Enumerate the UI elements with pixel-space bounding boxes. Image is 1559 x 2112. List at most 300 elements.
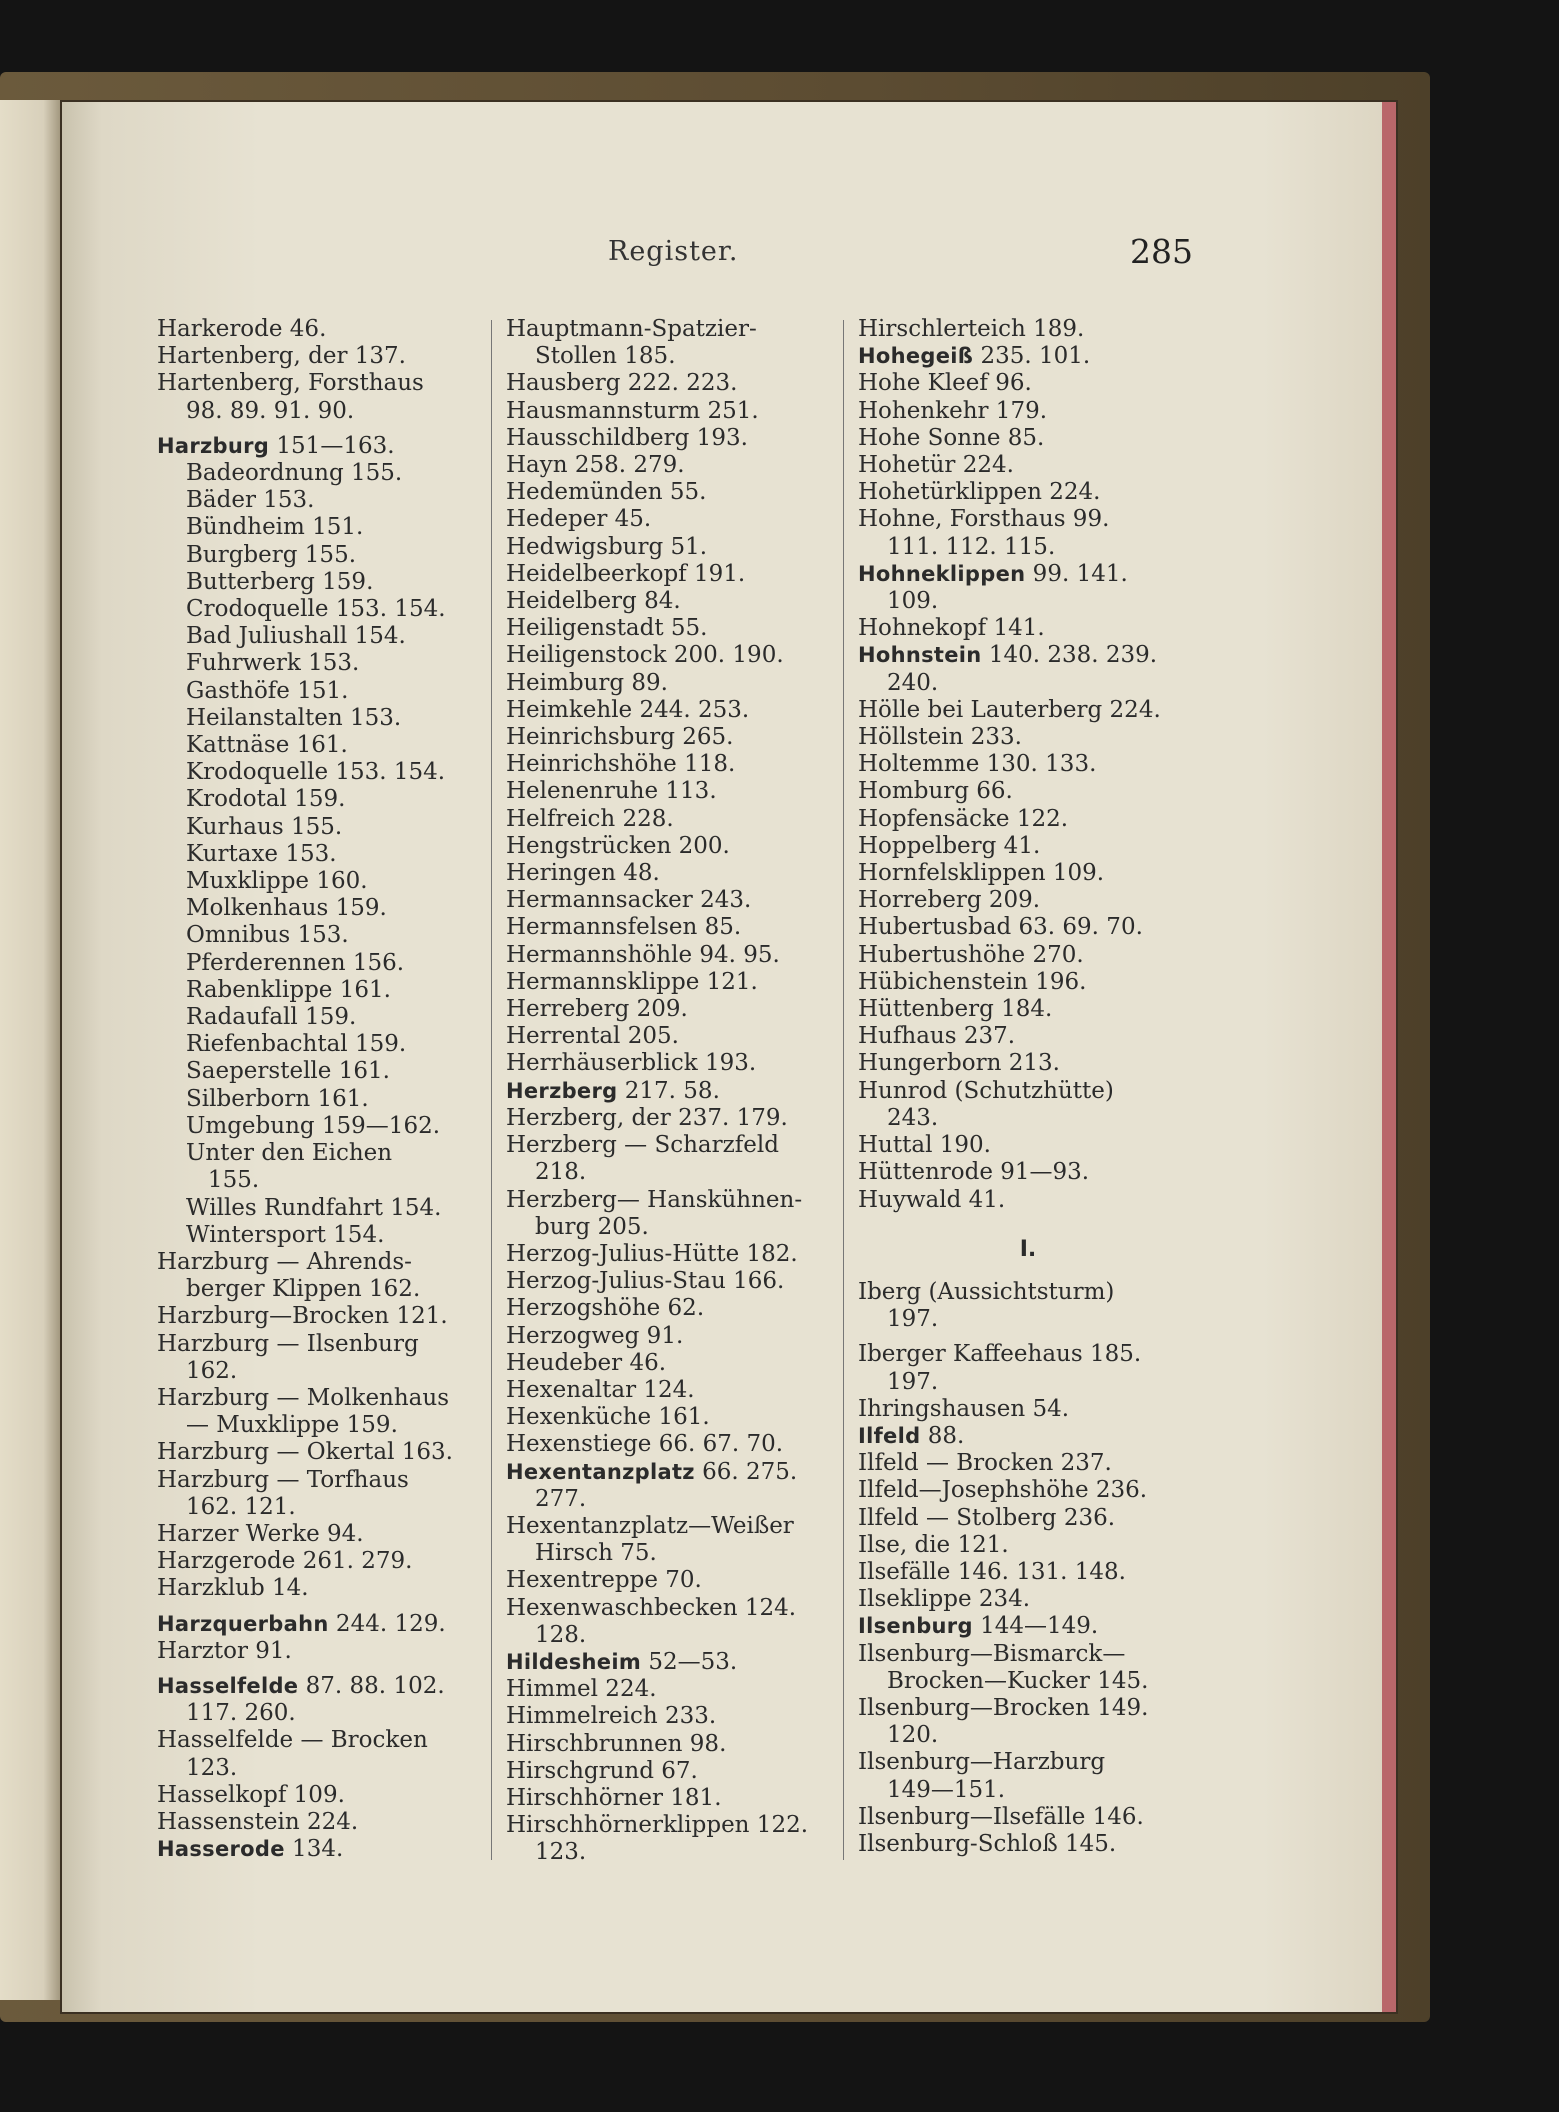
index-entry <box>858 1078 1198 1105</box>
index-entry <box>858 942 1198 969</box>
index-entry <box>506 778 831 805</box>
entry-text: Herzberg, der 237. 179. <box>506 1104 788 1131</box>
index-entry <box>506 1622 831 1649</box>
entry-text: Hermannshöhle 94. 95. <box>506 941 780 968</box>
entry-text: Rabenklippe 161. <box>186 976 391 1003</box>
index-entry <box>157 759 487 786</box>
entry-text: Heimburg 89. <box>506 669 668 696</box>
entry-text: Umgebung 159—162. <box>186 1112 441 1139</box>
index-entry <box>858 833 1198 860</box>
entry-text: Badeordnung 155. <box>186 460 403 487</box>
entry-text: Stollen 185. <box>535 343 676 370</box>
index-entry <box>157 1412 487 1439</box>
index-entry <box>506 914 831 941</box>
entry-text: 197. <box>887 1306 939 1333</box>
entry-text: Hohe Sonne 85. <box>858 424 1045 451</box>
index-entry <box>157 1548 487 1575</box>
index-entry <box>858 1695 1198 1722</box>
entry-text: Hübichenstein 196. <box>858 968 1087 995</box>
entry-text: 66. 275. <box>694 1458 798 1485</box>
entry-text: Heilanstalten 153. <box>186 704 402 731</box>
index-entry <box>858 398 1198 425</box>
index-entry <box>506 316 831 343</box>
index-entry <box>157 1140 487 1167</box>
index-entry <box>506 1839 831 1866</box>
entry-text: 134. <box>284 1836 344 1863</box>
index-entry <box>858 1831 1198 1858</box>
entry-keyword: Hohegeiß <box>858 344 974 369</box>
index-entry <box>506 1459 831 1486</box>
entry-text: Pferderennen 156. <box>186 949 405 976</box>
entry-text: Hengstrücken 200. <box>506 832 730 859</box>
entry-text: Harzburg — Ilsenburg <box>157 1330 419 1357</box>
index-entry <box>858 1187 1198 1214</box>
index-entry <box>858 1722 1198 1749</box>
section-letter-heading: I. <box>1019 1236 1037 1262</box>
index-entry <box>506 1241 831 1268</box>
entry-keyword: Hasserode <box>157 1837 285 1862</box>
entry-text: Hexentanzplatz—Weißer <box>506 1512 794 1539</box>
index-entry <box>506 1731 831 1758</box>
entry-text: Herrhäuserblick 193. <box>506 1050 757 1077</box>
entry-text: Ilsenburg-Schloß 145. <box>858 1830 1117 1857</box>
entry-text: 87. 88. 102. <box>298 1672 445 1699</box>
entry-text: Harztor 91. <box>157 1637 292 1664</box>
index-entry <box>506 425 831 452</box>
entry-text: Hirschhörnerklippen 122. <box>506 1812 809 1839</box>
entry-text: 217. 58. <box>617 1077 720 1104</box>
entry-text: Heimkehle 244. 253. <box>506 696 750 723</box>
entry-text: Harzburg — Okertal 163. <box>157 1439 453 1466</box>
entry-text: Iberg (Aussichtsturm) <box>858 1278 1115 1305</box>
entry-text: Ilsefälle 146. 131. 148. <box>858 1558 1126 1585</box>
entry-text: Huywald 41. <box>858 1186 1006 1213</box>
index-entry <box>506 942 831 969</box>
index-entry <box>506 1159 831 1186</box>
index-entry <box>157 596 487 623</box>
entry-text: Heiligenstadt 55. <box>506 615 708 642</box>
entry-text: Ilfeld — Brocken 237. <box>858 1450 1112 1477</box>
entry-text: Helfreich 228. <box>506 805 674 832</box>
index-entry <box>858 588 1198 615</box>
entry-text: Hirschlerteich 189. <box>858 316 1085 342</box>
index-entry <box>157 732 487 759</box>
index-entry <box>157 542 487 569</box>
entry-text: Hirschhörner 181. <box>506 1784 722 1811</box>
index-entry <box>157 1385 487 1412</box>
entry-text: Heidelberg 84. <box>506 588 681 615</box>
entry-text: 109. <box>887 588 939 615</box>
entry-text: Riefenbachtal 159. <box>186 1031 407 1058</box>
index-column-1 <box>157 316 487 1863</box>
entry-keyword: Harzburg <box>157 433 270 458</box>
index-entry <box>858 1159 1198 1186</box>
entry-text: Krodotal 159. <box>186 786 346 813</box>
entry-text: Hermannsklippe 121. <box>506 968 758 995</box>
index-entry <box>157 343 487 370</box>
entry-text: Hayn 258. 279. <box>506 452 685 479</box>
index-entry <box>858 1477 1198 1504</box>
index-entry <box>858 316 1198 343</box>
entry-text: Homburg 66. <box>858 778 1013 805</box>
index-entry <box>858 670 1198 697</box>
column-divider <box>843 320 844 1860</box>
entry-text: 120. <box>887 1722 939 1749</box>
entry-text: Hirschgrund 67. <box>506 1757 698 1784</box>
index-entry <box>157 316 487 343</box>
index-entry <box>157 487 487 514</box>
entry-keyword: Hohneklippen <box>858 561 1026 586</box>
index-entry <box>157 868 487 895</box>
entry-text: Hausmannsturm 251. <box>506 397 759 424</box>
entry-text: Ilseklippe 234. <box>858 1586 1031 1613</box>
entry-text: 144—149. <box>972 1613 1099 1640</box>
index-entry <box>858 452 1198 479</box>
entry-text: 155. <box>186 1167 260 1194</box>
entry-keyword: Hildesheim <box>506 1649 642 1674</box>
entry-text: Hirsch 75. <box>535 1540 657 1567</box>
index-entry <box>858 914 1198 941</box>
index-entry <box>858 751 1198 778</box>
entry-text: Hexenküche 161. <box>506 1404 710 1431</box>
index-entry <box>858 1306 1198 1333</box>
entry-keyword: Ilsenburg <box>858 1614 973 1639</box>
entry-text: Hüttenrode 91—93. <box>858 1159 1090 1186</box>
index-entry <box>157 569 487 596</box>
entry-text: Hexenaltar 124. <box>506 1376 695 1403</box>
index-entry <box>858 806 1198 833</box>
entry-text: Hedemünden 55. <box>506 479 707 506</box>
index-entry <box>858 1023 1198 1050</box>
entry-text: 235. 101. <box>973 343 1091 370</box>
entry-text: Holtemme 130. 133. <box>858 751 1097 778</box>
index-entry <box>157 705 487 732</box>
index-entry <box>157 1167 487 1194</box>
entry-text: Herrental 205. <box>506 1023 679 1050</box>
entry-text: Hassenstein 224. <box>157 1808 359 1835</box>
index-entry <box>858 1450 1198 1477</box>
index-entry <box>157 1439 487 1466</box>
entry-text: Hohne, Forsthaus 99. <box>858 506 1110 533</box>
index-entry <box>506 615 831 642</box>
index-column-3 <box>858 316 1198 1858</box>
index-entry <box>858 1132 1198 1159</box>
entry-text: 277. <box>535 1485 587 1512</box>
entry-keyword: Hohnstein <box>858 643 982 668</box>
entry-text: Hausschildberg 193. <box>506 424 748 451</box>
index-entry <box>157 370 487 397</box>
index-entry <box>157 1638 487 1665</box>
entry-text: Ilsenburg—Harzburg <box>858 1749 1106 1776</box>
entry-text: Ilsenburg—Bismarck— <box>858 1640 1126 1667</box>
index-entry <box>506 1350 831 1377</box>
entry-text: Himmel 224. <box>506 1676 657 1703</box>
index-entry <box>157 1058 487 1085</box>
entry-text: burg 205. <box>535 1213 649 1240</box>
index-entry <box>858 1641 1198 1668</box>
page-title: Register. <box>608 236 739 267</box>
index-entry <box>858 343 1198 370</box>
entry-text: Radaufall 159. <box>186 1004 357 1031</box>
index-entry <box>157 1195 487 1222</box>
index-entry <box>858 561 1198 588</box>
index-entry <box>157 1575 487 1602</box>
entry-text: Ilfeld—Josephshöhe 236. <box>858 1477 1148 1504</box>
index-entry <box>506 697 831 724</box>
index-entry <box>157 922 487 949</box>
entry-text: Ilsenburg—Brocken 149. <box>858 1694 1149 1721</box>
entry-text: berger Klippen 162. <box>186 1276 421 1303</box>
index-entry <box>506 1078 831 1105</box>
index-entry <box>506 343 831 370</box>
index-entry <box>858 370 1198 397</box>
entry-text: Hexenstiege 66. 67. 70. <box>506 1431 784 1458</box>
entry-text: 99. 141. <box>1025 560 1128 587</box>
entry-text: Hohetürklippen 224. <box>858 479 1101 506</box>
index-entry <box>858 1505 1198 1532</box>
index-entry <box>858 724 1198 751</box>
entry-text: Bündheim 151. <box>186 514 364 541</box>
entry-text: Fuhrwerk 153. <box>186 650 360 677</box>
index-entry <box>157 1611 487 1638</box>
index-entry <box>506 534 831 561</box>
entry-text: Herzog-Julius-Hütte 182. <box>506 1240 798 1267</box>
index-entry <box>157 841 487 868</box>
entry-text: Kattnäse 161. <box>186 732 348 759</box>
index-entry <box>157 1086 487 1113</box>
entry-text: 240. <box>887 669 939 696</box>
index-entry <box>858 1777 1198 1804</box>
entry-text: Heinrichshöhe 118. <box>506 751 736 778</box>
entry-text: 151—163. <box>269 432 395 459</box>
index-entry <box>858 642 1198 669</box>
index-entry <box>858 697 1198 724</box>
entry-text: Heringen 48. <box>506 860 660 887</box>
index-entry <box>506 1703 831 1730</box>
index-entry <box>858 1050 1198 1077</box>
entry-text: Hexenwaschbecken 124. <box>506 1594 797 1621</box>
entry-text: Hufhaus 237. <box>858 1023 1016 1050</box>
index-entry <box>858 1586 1198 1613</box>
entry-text: 123. <box>535 1839 587 1866</box>
entry-text: Willes Rundfahrt 154. <box>186 1194 442 1221</box>
entry-text: Harzer Werke 94. <box>157 1520 364 1547</box>
entry-text: Hauptmann-Spatzier- <box>506 316 757 342</box>
entry-text: Bäder 153. <box>186 487 315 514</box>
entry-text: 244. 129. <box>328 1610 446 1637</box>
index-entry <box>157 1004 487 1031</box>
entry-text: Unter den Eichen <box>186 1140 393 1167</box>
index-entry <box>506 1785 831 1812</box>
entry-text: Horreberg 209. <box>858 887 1041 914</box>
index-entry <box>157 460 487 487</box>
index-entry <box>506 452 831 479</box>
entry-keyword: Herzberg <box>506 1078 618 1103</box>
entry-text: 218. <box>535 1159 587 1186</box>
entry-text: Hohnekopf 141. <box>858 615 1045 642</box>
index-entry <box>157 433 487 460</box>
entry-keyword: Ilfeld <box>858 1423 921 1448</box>
entry-keyword: Hexentanzplatz <box>506 1459 695 1484</box>
index-entry <box>506 1377 831 1404</box>
entry-text: Ilse, die 121. <box>858 1531 1009 1558</box>
entry-text: Hexentreppe 70. <box>506 1567 702 1594</box>
index-entry <box>506 398 831 425</box>
index-entry <box>858 969 1198 996</box>
index-entry <box>157 950 487 977</box>
index-entry <box>157 1222 487 1249</box>
entry-text: Silberborn 161. <box>186 1085 369 1112</box>
entry-text: Hartenberg, der 137. <box>157 343 406 370</box>
entry-text: 52—53. <box>641 1648 738 1675</box>
entry-keyword: Harzquerbahn <box>157 1611 329 1636</box>
index-entry <box>506 1812 831 1839</box>
entry-text: Hedeper 45. <box>506 506 652 533</box>
index-entry <box>506 887 831 914</box>
index-entry <box>858 996 1198 1023</box>
index-entry <box>858 860 1198 887</box>
entry-text: Hohe Kleef 96. <box>858 370 1032 397</box>
index-entry <box>157 1358 487 1385</box>
entry-text: 88. <box>920 1422 965 1449</box>
index-entry <box>506 506 831 533</box>
entry-text: Kurhaus 155. <box>186 813 343 840</box>
index-entry <box>157 1727 487 1754</box>
index-entry <box>506 1295 831 1322</box>
index-entry <box>858 1804 1198 1831</box>
index-entry <box>858 1559 1198 1586</box>
entry-text: Harzgerode 261. 279. <box>157 1548 413 1575</box>
index-entry <box>858 1532 1198 1559</box>
entry-text: 149—151. <box>887 1776 1006 1803</box>
index-entry <box>157 514 487 541</box>
entry-text: Harzburg — Molkenhaus <box>157 1384 450 1411</box>
index-entry <box>157 1031 487 1058</box>
index-entry <box>858 1105 1198 1132</box>
index-entry <box>506 1513 831 1540</box>
index-entry <box>506 1268 831 1295</box>
entry-text: Hölle bei Lauterberg 224. <box>858 696 1161 723</box>
index-entry <box>858 1279 1198 1306</box>
entry-text: Herzberg — Scharzfeld <box>506 1132 779 1159</box>
index-entry <box>506 1567 831 1594</box>
index-entry <box>506 806 831 833</box>
index-entry <box>157 1809 487 1836</box>
entry-text: Molkenhaus 159. <box>186 895 387 922</box>
index-entry <box>157 678 487 705</box>
entry-text: 197. <box>887 1368 939 1395</box>
entry-text: Krodoquelle 153. 154. <box>186 759 446 786</box>
index-entry <box>506 833 831 860</box>
index-entry <box>157 1494 487 1521</box>
entry-text: Hubertusbad 63. 69. 70. <box>858 914 1143 941</box>
index-entry <box>506 969 831 996</box>
entry-text: Himmelreich 233. <box>506 1703 717 1730</box>
entry-text: Crodoquelle 153. 154. <box>186 596 446 623</box>
entry-text: Höllstein 233. <box>858 724 1022 751</box>
entry-text: Hunrod (Schutzhütte) <box>858 1077 1114 1104</box>
index-entry <box>506 1187 831 1214</box>
index-entry <box>157 1521 487 1548</box>
index-entry <box>506 1431 831 1458</box>
index-entry <box>858 506 1198 533</box>
index-entry <box>157 398 487 425</box>
entry-text: Wintersport 154. <box>186 1221 385 1248</box>
index-entry <box>858 534 1198 561</box>
entry-text: Heudeber 46. <box>506 1349 667 1376</box>
index-entry <box>506 370 831 397</box>
entry-text: Huttal 190. <box>858 1132 991 1159</box>
index-entry <box>506 479 831 506</box>
entry-text: 123. <box>186 1754 238 1781</box>
index-entry <box>157 895 487 922</box>
entry-text: Herzog-Julius-Stau 166. <box>506 1268 785 1295</box>
entry-text: 162. <box>186 1357 238 1384</box>
facing-page-edge <box>0 100 62 2000</box>
index-entry <box>506 1595 831 1622</box>
index-entry <box>858 1396 1198 1423</box>
index-entry <box>858 1613 1198 1640</box>
entry-text: Hohetür 224. <box>858 452 1014 479</box>
index-entry <box>506 1050 831 1077</box>
entry-text: 162. 121. <box>186 1493 296 1520</box>
entry-text: Hedwigsburg 51. <box>506 533 708 560</box>
entry-text: Heidelbeerkopf 191. <box>506 560 746 587</box>
entry-text: Hungerborn 213. <box>858 1050 1060 1077</box>
entry-text: Brocken—Kucker 145. <box>887 1667 1149 1694</box>
index-entry <box>157 977 487 1004</box>
entry-text: Helenenruhe 113. <box>506 778 717 805</box>
entry-text: Harkerode 46. <box>157 316 327 342</box>
index-entry <box>506 996 831 1023</box>
entry-text: Omnibus 153. <box>186 922 349 949</box>
index-entry <box>858 479 1198 506</box>
entry-text: 98. 89. 91. 90. <box>186 397 355 424</box>
index-entry <box>506 670 831 697</box>
index-entry <box>506 561 831 588</box>
index-entry <box>157 1673 487 1700</box>
index-entry <box>506 751 831 778</box>
entry-text: Hüttenberg 184. <box>858 996 1053 1023</box>
index-entry <box>506 1676 831 1703</box>
entry-text: Kurtaxe 153. <box>186 840 337 867</box>
entry-text: Hasselfelde — Brocken <box>157 1727 428 1754</box>
entry-text: Herzogshöhe 62. <box>506 1295 705 1322</box>
index-entry <box>506 1323 831 1350</box>
index-entry <box>157 650 487 677</box>
entry-text: Hohenkehr 179. <box>858 397 1048 424</box>
entry-text: 140. 238. 239. <box>981 642 1158 669</box>
entry-text: Harzklub 14. <box>157 1575 309 1602</box>
entry-text: Gasthöfe 151. <box>186 677 349 704</box>
entry-text: Herreberg 209. <box>506 996 688 1023</box>
entry-text: Hirschbrunnen 98. <box>506 1730 727 1757</box>
entry-text: Hopfensäcke 122. <box>858 805 1069 832</box>
index-entry <box>858 1423 1198 1450</box>
index-entry <box>858 425 1198 452</box>
entry-text: Harzburg — Ahrends- <box>157 1248 412 1275</box>
index-entry <box>506 1105 831 1132</box>
entry-text: Butterberg 159. <box>186 568 374 595</box>
index-entry <box>506 642 831 669</box>
index-entry <box>157 1276 487 1303</box>
entry-text: Iberger Kaffeehaus 185. <box>858 1341 1142 1368</box>
index-entry <box>506 860 831 887</box>
entry-text: Hoppelberg 41. <box>858 832 1041 859</box>
page-number: 285 <box>1130 232 1193 271</box>
entry-keyword: Hasselfelde <box>157 1673 299 1698</box>
entry-text: 243. <box>887 1104 939 1131</box>
